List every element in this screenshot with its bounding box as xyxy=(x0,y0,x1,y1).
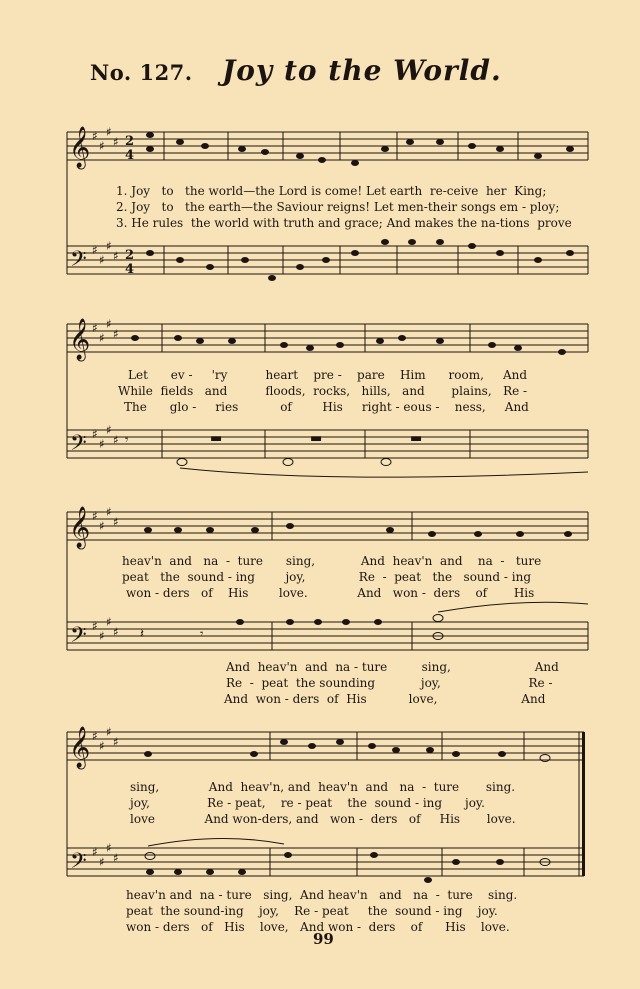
svg-text:𝄞: 𝄞 xyxy=(69,319,91,360)
svg-text:𝄾: 𝄾 xyxy=(125,433,129,448)
svg-text:♯: ♯ xyxy=(92,729,98,743)
svg-text:2: 2 xyxy=(125,248,135,263)
svg-text:♯: ♯ xyxy=(99,629,105,643)
bass-lyric-line-3: And won - ders of His love, And xyxy=(224,692,546,706)
lyric-line-3: 3. He rules the world with truth and grace; And makes the na-tions prove xyxy=(116,216,572,230)
svg-text:𝄢: 𝄢 xyxy=(70,247,87,277)
svg-text:𝄾: 𝄾 xyxy=(200,627,204,642)
svg-text:♯: ♯ xyxy=(99,855,105,869)
svg-text:2: 2 xyxy=(125,134,135,149)
lyric-line-3: love And won-ders, and won - ders of His love. xyxy=(130,812,516,826)
svg-text:▬: ▬ xyxy=(310,431,323,446)
svg-text:𝄢: 𝄢 xyxy=(70,431,87,461)
lyric-line-3: The glo - ries of His right - eous - ness, And xyxy=(124,400,529,414)
svg-text:▬: ▬ xyxy=(210,431,223,446)
svg-text:♯: ♯ xyxy=(99,331,105,345)
svg-text:♯: ♯ xyxy=(106,423,112,437)
svg-text:♯: ♯ xyxy=(113,515,119,529)
lyric-line-2: 2. Joy to the earth—the Saviour reigns! Let men-their songs em - ploy; xyxy=(116,200,560,214)
svg-text:♯: ♯ xyxy=(113,625,119,639)
svg-text:♯: ♯ xyxy=(113,327,119,341)
svg-text:♯: ♯ xyxy=(106,615,112,629)
svg-text:♯: ♯ xyxy=(106,239,112,253)
hymn-title: Joy to the World. xyxy=(222,54,502,87)
bass-lyric-line-1: And heav'n and na - ture sing, And xyxy=(226,660,559,674)
svg-text:♯: ♯ xyxy=(99,139,105,153)
page-number: 99 xyxy=(313,930,334,948)
svg-text:♯: ♯ xyxy=(92,129,98,143)
svg-text:♯: ♯ xyxy=(99,437,105,451)
lyric-line-1: heav'n and na - ture sing, And heav'n and na - ture xyxy=(122,554,542,568)
svg-text:4: 4 xyxy=(125,262,135,277)
svg-text:♯: ♯ xyxy=(113,433,119,447)
music-system-3 xyxy=(0,500,640,710)
svg-text:♯: ♯ xyxy=(106,125,112,139)
bass-lyric-line-3: won - ders of His love, And won - ders of His love. xyxy=(126,920,510,934)
svg-text:♯: ♯ xyxy=(92,243,98,257)
svg-text:𝄽: 𝄽 xyxy=(140,627,144,642)
svg-text:♯: ♯ xyxy=(113,851,119,865)
svg-text:♯: ♯ xyxy=(113,735,119,749)
svg-text:𝄞: 𝄞 xyxy=(69,507,91,548)
lyric-line-1: Let ev - 'ry heart pre - pare Him room, And xyxy=(128,368,528,382)
svg-text:♯: ♯ xyxy=(92,427,98,441)
svg-text:𝄢: 𝄢 xyxy=(70,849,87,879)
lyric-line-2: joy, Re - peat, re - peat the sound - ing joy. xyxy=(130,796,485,810)
lyric-line-3: won - ders of His love. And won - ders of His xyxy=(126,586,535,600)
svg-text:♯: ♯ xyxy=(106,725,112,739)
svg-text:♯: ♯ xyxy=(106,317,112,331)
svg-text:♯: ♯ xyxy=(113,135,119,149)
svg-text:𝄞: 𝄞 xyxy=(69,127,91,168)
hymn-number: No. 127. xyxy=(90,60,193,85)
svg-text:♯: ♯ xyxy=(99,253,105,267)
music-system-4 xyxy=(0,720,640,935)
bass-lyric-line-2: Re - peat the sounding joy, Re - xyxy=(226,676,553,690)
svg-text:▬: ▬ xyxy=(410,431,423,446)
svg-text:♯: ♯ xyxy=(106,505,112,519)
svg-text:♯: ♯ xyxy=(106,841,112,855)
lyric-line-2: peat the sound - ing joy, Re - peat the sound - ing xyxy=(122,570,532,584)
music-system-1 xyxy=(0,118,640,298)
svg-text:♯: ♯ xyxy=(99,739,105,753)
svg-text:♯: ♯ xyxy=(92,845,98,859)
lyric-line-2: While fields and floods, rocks, hills, and plains, Re - xyxy=(118,384,528,398)
svg-text:♯: ♯ xyxy=(99,519,105,533)
svg-text:4: 4 xyxy=(125,148,135,163)
svg-text:♯: ♯ xyxy=(92,509,98,523)
music-system-2 xyxy=(0,312,640,492)
svg-text:𝄞: 𝄞 xyxy=(69,727,91,768)
svg-text:♯: ♯ xyxy=(92,321,98,335)
svg-text:♯: ♯ xyxy=(92,619,98,633)
bass-lyric-line-1: heav'n and na - ture sing, And heav'n and na - ture sing. xyxy=(126,888,518,902)
lyric-line-1: 1. Joy to the world—the Lord is come! Let earth re-ceive her King; xyxy=(116,184,547,198)
bass-lyric-line-2: peat the sound-ing joy, Re - peat the sound - ing joy. xyxy=(126,904,498,918)
svg-text:♯: ♯ xyxy=(113,249,119,263)
lyric-line-1: sing, And heav'n, and heav'n and na - ture sing. xyxy=(130,780,516,794)
svg-text:𝄢: 𝄢 xyxy=(70,623,87,653)
